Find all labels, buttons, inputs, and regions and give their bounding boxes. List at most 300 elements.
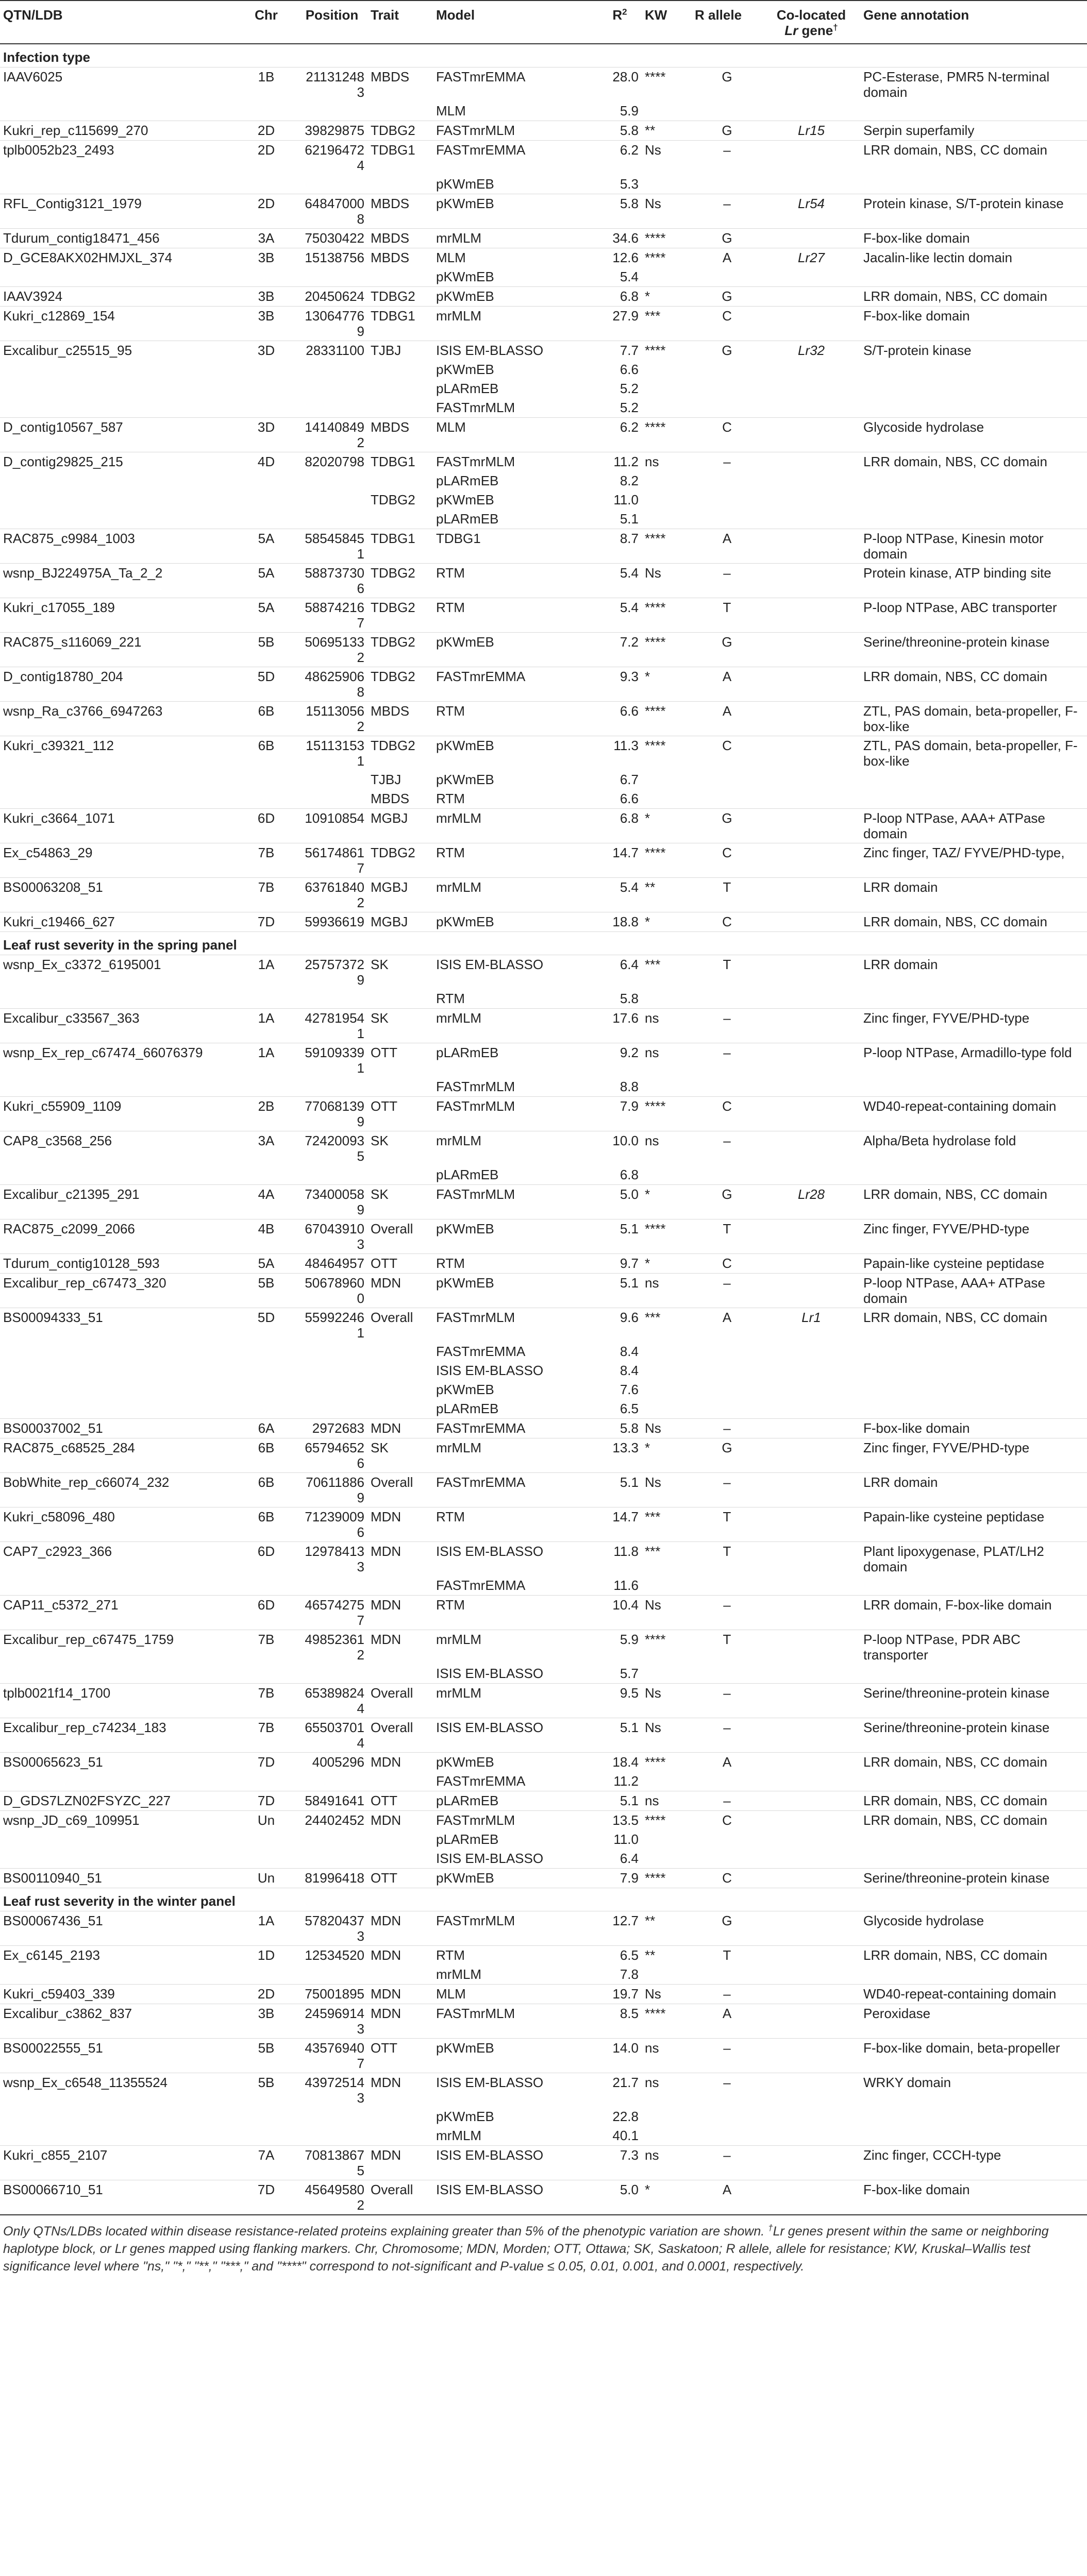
kw-significance: ** [642,121,692,141]
table-row [0,1791,1087,1811]
position [296,1380,367,1399]
chromosome: 1B [236,67,296,102]
lr-gene [762,2146,860,2180]
chromosome [236,1342,296,1361]
kw-significance: ns [642,1009,692,1043]
position: 257573729 [296,955,367,990]
kw-significance: * [642,809,692,843]
lr-gene [762,736,860,771]
gene-annotation: P-loop NTPase, PDR ABC transporter [860,1630,1087,1665]
r2-value: 18.8 [598,912,642,932]
gene-annotation [860,1965,1087,1985]
kw-significance: **** [642,1869,692,1888]
kw-significance: *** [642,307,692,341]
r2-value: 13.3 [598,1438,642,1473]
trait: TDBG2 [367,121,433,141]
header-r2-label: R [612,7,623,23]
chromosome [236,1965,296,1985]
model: ISIS EM-BLASSO [433,955,598,990]
trait: SK [367,1438,433,1473]
chromosome: 7B [236,1684,296,1718]
table-row [0,2039,1087,2073]
table-row [0,360,1087,379]
lr-gene [762,307,860,341]
r2-value: 7.3 [598,2146,642,2180]
chromosome: 5D [236,1308,296,1343]
trait: MDN [367,1596,433,1630]
model: pLARmEB [433,1791,598,1811]
qtn-name: Excalibur_rep_c67475_1759 [0,1630,236,1665]
gene-annotation [860,175,1087,194]
table-row [0,809,1087,843]
gene-annotation [860,1576,1087,1596]
trait [367,1399,433,1419]
position: 15138756 [296,248,367,268]
lr-gene [762,2039,860,2073]
qtn-name [0,101,236,121]
r-allele [692,398,762,418]
kw-significance [642,471,692,490]
position: 81996418 [296,1869,367,1888]
r-allele [692,101,762,121]
position: 465742757 [296,1596,367,1630]
qtn-name: D_GCE8AKX02HMJXL_374 [0,248,236,268]
r2-value: 11.6 [613,1578,639,1593]
gene-annotation: Jacalin-like lectin domain [860,248,1087,268]
qtn-name [0,1664,236,1684]
qtn-name [0,490,236,510]
trait [367,1077,433,1097]
lr-gene [762,633,860,667]
header-position: Position [296,1,367,44]
trait [367,398,433,418]
gene-annotation [860,1664,1087,1684]
r2-value: 5.9 [598,1630,642,1665]
gene-annotation: ZTL, PAS domain, beta-propeller, F-box-like [860,736,1087,771]
model: FASTmrMLM [433,452,598,472]
table-footnote [0,2215,1087,2275]
lr-gene [762,490,860,510]
model: TDBG1 [433,529,598,564]
kw-significance: **** [642,248,692,268]
model: pKWmEB [433,1219,598,1254]
r-allele: G [692,287,762,307]
qtn-name: wsnp_Ra_c3766_6947263 [0,702,236,736]
position: 439725143 [296,2073,367,2108]
table-row [0,1131,1087,1166]
lr-gene [762,1811,860,1831]
r-allele: – [692,1791,762,1811]
footnote-part3: genes mapped using flanking markers. Chr, Chromosome; MDN, Morden; OTT, Ottawa; SK, Saskatoon; R allele, allele for resistance; KW, Kruskal–Wallis test significance level where "ns," "*," "**," "***," and "****" correspond to not-significant and P-value ≤ 0.05, 0.01, 0.001, and 0.0001, respectively. [3,2242,1030,2274]
table-row [0,267,1087,287]
chromosome: 3B [236,307,296,341]
qtn-name: tplb0052b23_2493 [0,141,236,175]
qtn-name [0,1361,236,1380]
table-row [0,1473,1087,1507]
lr-gene [762,809,860,843]
lr-gene [762,2180,860,2215]
kw-significance: * [642,2180,692,2215]
position [296,1965,367,1985]
qtn-name: Kukri_c55909_1109 [0,1097,236,1131]
gene-annotation [860,789,1087,809]
r-allele: T [692,1630,762,1665]
position: 2972683 [296,1419,367,1438]
lr-gene [762,1753,860,1772]
gene-annotation: LRR domain, F-box-like domain [860,1596,1087,1630]
model: FASTmrMLM [436,1079,515,1094]
chromosome [236,510,296,529]
r2-value: 11.2 [598,452,642,472]
lr-gene [762,912,860,932]
model: mrMLM [433,1009,598,1043]
qtn-name: wsnp_Ex_rep_c67474_66076379 [0,1043,236,1078]
table-row [0,1361,1087,1380]
trait [367,1965,433,1985]
kw-significance: *** [642,1542,692,1577]
r-allele: G [692,67,762,102]
model: ISIS EM-BLASSO [436,1851,544,1866]
chromosome: 4D [236,452,296,472]
r2-value: 13.5 [598,1811,642,1831]
kw-significance [642,1380,692,1399]
header-lr-gene-name: Lr [784,23,798,38]
r-allele [692,989,762,1009]
qtn-name [0,379,236,398]
kw-significance: ns [642,1043,692,1078]
chromosome: 2D [236,1985,296,2004]
gene-annotation: Serine/threonine-protein kinase [860,1718,1087,1753]
trait: OTT [367,1791,433,1811]
model: mrMLM [433,1684,598,1718]
kw-significance: **** [642,2004,692,2039]
trait: OTT [367,2039,433,2073]
lr-gene [762,101,860,121]
table-row [0,1684,1087,1718]
position: 58491641 [296,1791,367,1811]
r-allele [692,1342,762,1361]
r-allele [692,1965,762,1985]
trait: OTT [367,1043,433,1078]
position: 591093391 [296,1043,367,1078]
gene-annotation: LRR domain, NBS, CC domain [860,1308,1087,1343]
model: pKWmEB [433,194,598,229]
qtn-name [0,471,236,490]
model: RTM [433,1507,598,1542]
model: pKWmEB [436,492,494,507]
lr-gene [762,1419,860,1438]
lr-gene [762,2073,860,2108]
lr-gene [762,789,860,809]
gene-annotation [860,2126,1087,2146]
chromosome: 3A [236,1131,296,1166]
qtn-name [0,360,236,379]
position [296,360,367,379]
table-row [0,564,1087,598]
gene-annotation: P-loop NTPase, ABC transporter [860,598,1087,633]
kw-significance: **** [642,1630,692,1665]
chromosome [236,1165,296,1185]
kw-significance [642,2126,692,2146]
table-row [0,1254,1087,1274]
kw-significance [642,1342,692,1361]
position: 151131531 [296,736,367,771]
qtn-name: BobWhite_rep_c66074_232 [0,1473,236,1507]
gene-annotation: Protein kinase, ATP binding site [860,564,1087,598]
lr-gene [762,702,860,736]
r2-value: 6.6 [620,791,639,806]
r2-value: 7.7 [598,341,642,361]
qtn-name [0,398,236,418]
model: ISIS EM-BLASSO [433,341,598,361]
section-title: Leaf rust severity in the spring panel [0,932,1087,955]
r-allele: A [692,667,762,702]
qtn-name [0,789,236,809]
gene-annotation [860,1772,1087,1791]
kw-significance [642,1399,692,1419]
table-row [0,1219,1087,1254]
model: pLARmEB [433,1043,598,1078]
r2-value: 11.0 [613,492,639,507]
position [296,1361,367,1380]
position: 655037014 [296,1718,367,1753]
lr-gene [762,1596,860,1630]
qtn-name: CAP7_c2923_366 [0,1542,236,1577]
section-title: Infection type [0,44,1087,67]
qtn-name: BS00037002_51 [0,1419,236,1438]
model: pKWmEB [433,736,598,771]
r-allele: – [692,194,762,229]
table-row [0,1596,1087,1630]
lr-gene [762,989,860,1009]
kw-significance [642,267,692,287]
r-allele: C [692,1097,762,1131]
r2-value: 9.7 [598,1254,642,1274]
gene-annotation: LRR domain, NBS, CC domain [860,1811,1087,1831]
gene-annotation: ZTL, PAS domain, beta-propeller, F-box-like [860,702,1087,736]
trait: MDN [367,1753,433,1772]
r-allele [692,770,762,789]
r2-value: 5.7 [620,1666,639,1681]
lr-gene [762,878,860,912]
gene-annotation [860,379,1087,398]
gene-annotation: Zinc finger, CCCH-type [860,2146,1087,2180]
r-allele [692,267,762,287]
kw-significance [642,1772,692,1791]
chromosome: Un [236,1869,296,1888]
gene-annotation: LRR domain, NBS, CC domain [860,667,1087,702]
trait [367,1361,433,1380]
table-row [0,194,1087,229]
trait: OTT [367,1097,433,1131]
chromosome: 6D [236,809,296,843]
kw-significance [642,770,692,789]
lr-gene [762,1869,860,1888]
r-allele: – [692,1131,762,1166]
gene-annotation: Zinc finger, FYVE/PHD-type [860,1009,1087,1043]
qtn-name: wsnp_Ex_c3372_6195001 [0,955,236,990]
r2-value: 5.8 [620,991,639,1006]
position: 48464957 [296,1254,367,1274]
header-lr-gene-suffix: gene [798,23,833,38]
qtn-name [0,1965,236,1985]
r2-value: 7.9 [598,1097,642,1131]
trait: MBDS [371,791,410,806]
position: 130647769 [296,307,367,341]
r2-value: 5.2 [620,381,639,396]
gene-annotation [860,1361,1087,1380]
gene-annotation: LRR domain, NBS, CC domain [860,1946,1087,1965]
model: pLARmEB [436,511,499,527]
position: 621964724 [296,141,367,175]
model: ISIS EM-BLASSO [433,1542,598,1577]
qtn-name: Tdurum_contig10128_593 [0,1254,236,1274]
table-row [0,1399,1087,1419]
trait [367,379,433,398]
kw-significance [642,2107,692,2126]
r2-value: 14.0 [598,2039,642,2073]
table-row [0,1772,1087,1791]
model: FASTmrEMMA [433,141,598,175]
kw-significance: Ns [642,141,692,175]
r-allele: – [692,1419,762,1438]
position: 129784133 [296,1542,367,1577]
position [296,379,367,398]
gene-annotation: LRR domain, NBS, CC domain [860,1185,1087,1219]
trait: Overall [367,1308,433,1343]
model: pLARmEB [436,1401,499,1416]
chromosome: 5A [236,1254,296,1274]
r-allele [692,379,762,398]
r2-value: 21.7 [598,2073,642,2108]
table-row [0,2004,1087,2039]
gene-annotation: P-loop NTPase, Armadillo-type fold [860,1043,1087,1078]
kw-significance: **** [642,633,692,667]
r-allele: – [692,1043,762,1078]
footnote-part2: genes present within the same or neighboring haplotype block, or [3,2224,1049,2256]
position: 770681399 [296,1097,367,1131]
position [296,1576,367,1596]
trait [367,1165,433,1185]
trait: OTT [367,1254,433,1274]
model: mrMLM [433,809,598,843]
kw-significance: * [642,667,692,702]
r2-value: 11.3 [598,736,642,771]
chromosome [236,101,296,121]
kw-significance [642,360,692,379]
position: 486259068 [296,667,367,702]
chromosome [236,379,296,398]
lr-gene [762,510,860,529]
table-row [0,141,1087,175]
lr-gene [762,1077,860,1097]
model: ISIS EM-BLASSO [433,2146,598,2180]
table-row [0,912,1087,932]
r2-value: 11.2 [613,1773,639,1789]
position [296,471,367,490]
gene-annotation [860,1380,1087,1399]
position [296,1399,367,1419]
kw-significance: ** [642,878,692,912]
gene-annotation: P-loop NTPase, AAA+ ATPase domain [860,1274,1087,1308]
model: pKWmEB [436,362,494,377]
trait [367,510,433,529]
model: RTM [436,791,465,806]
qtn-name: BS00065623_51 [0,1753,236,1772]
table-row [0,287,1087,307]
kw-significance: Ns [642,1596,692,1630]
qtn-name: RAC875_c68525_284 [0,1438,236,1473]
qtn-name: BS00022555_51 [0,2039,236,2073]
chromosome: 7B [236,843,296,878]
r2-value: 12.6 [598,248,642,268]
kw-significance: **** [642,736,692,771]
lr-gene [762,529,860,564]
r-allele: – [692,1009,762,1043]
lr-gene [762,1219,860,1254]
qtn-name: BS00110940_51 [0,1869,236,1888]
qtn-name: Excalibur_rep_c67473_320 [0,1274,236,1308]
qtn-name: Excalibur_c21395_291 [0,1185,236,1219]
header-r2-sup: 2 [622,7,627,17]
qtn-name [0,2107,236,2126]
chromosome: Un [236,1811,296,1831]
table-row [0,529,1087,564]
chromosome [236,1077,296,1097]
kw-significance: **** [642,67,692,102]
table-row [0,67,1087,102]
r-allele [692,1380,762,1399]
trait: TJBJ [371,772,402,787]
qtn-name: Ex_c54863_29 [0,843,236,878]
kw-significance [642,175,692,194]
qtn-name [0,1576,236,1596]
r2-value: 17.6 [598,1009,642,1043]
kw-significance: * [642,1254,692,1274]
chromosome [236,471,296,490]
chromosome: 7D [236,912,296,932]
r-allele: C [692,843,762,878]
table-row [0,490,1087,510]
chromosome: 1D [236,1946,296,1965]
kw-significance [642,379,692,398]
gene-annotation: S/T-protein kinase [860,341,1087,361]
r-allele: C [692,1811,762,1831]
table-row [0,2146,1087,2180]
trait: Overall [367,1718,433,1753]
position: 588737306 [296,564,367,598]
lr-gene [762,229,860,248]
table-row [0,471,1087,490]
table-row [0,843,1087,878]
kw-significance [642,1830,692,1849]
r-allele: A [692,702,762,736]
gene-annotation [860,1342,1087,1361]
r2-value: 5.8 [598,1419,642,1438]
kw-significance [642,1077,692,1097]
model: ISIS EM-BLASSO [436,1363,544,1378]
r-allele: – [692,1985,762,2004]
r-allele [692,175,762,194]
r-allele: – [692,2146,762,2180]
lr-gene [762,564,860,598]
r-allele: A [692,248,762,268]
kw-significance: ns [642,1274,692,1308]
r-allele: – [692,1596,762,1630]
r-allele [692,1830,762,1849]
lr-gene [762,1507,860,1542]
r2-value: 6.2 [598,141,642,175]
